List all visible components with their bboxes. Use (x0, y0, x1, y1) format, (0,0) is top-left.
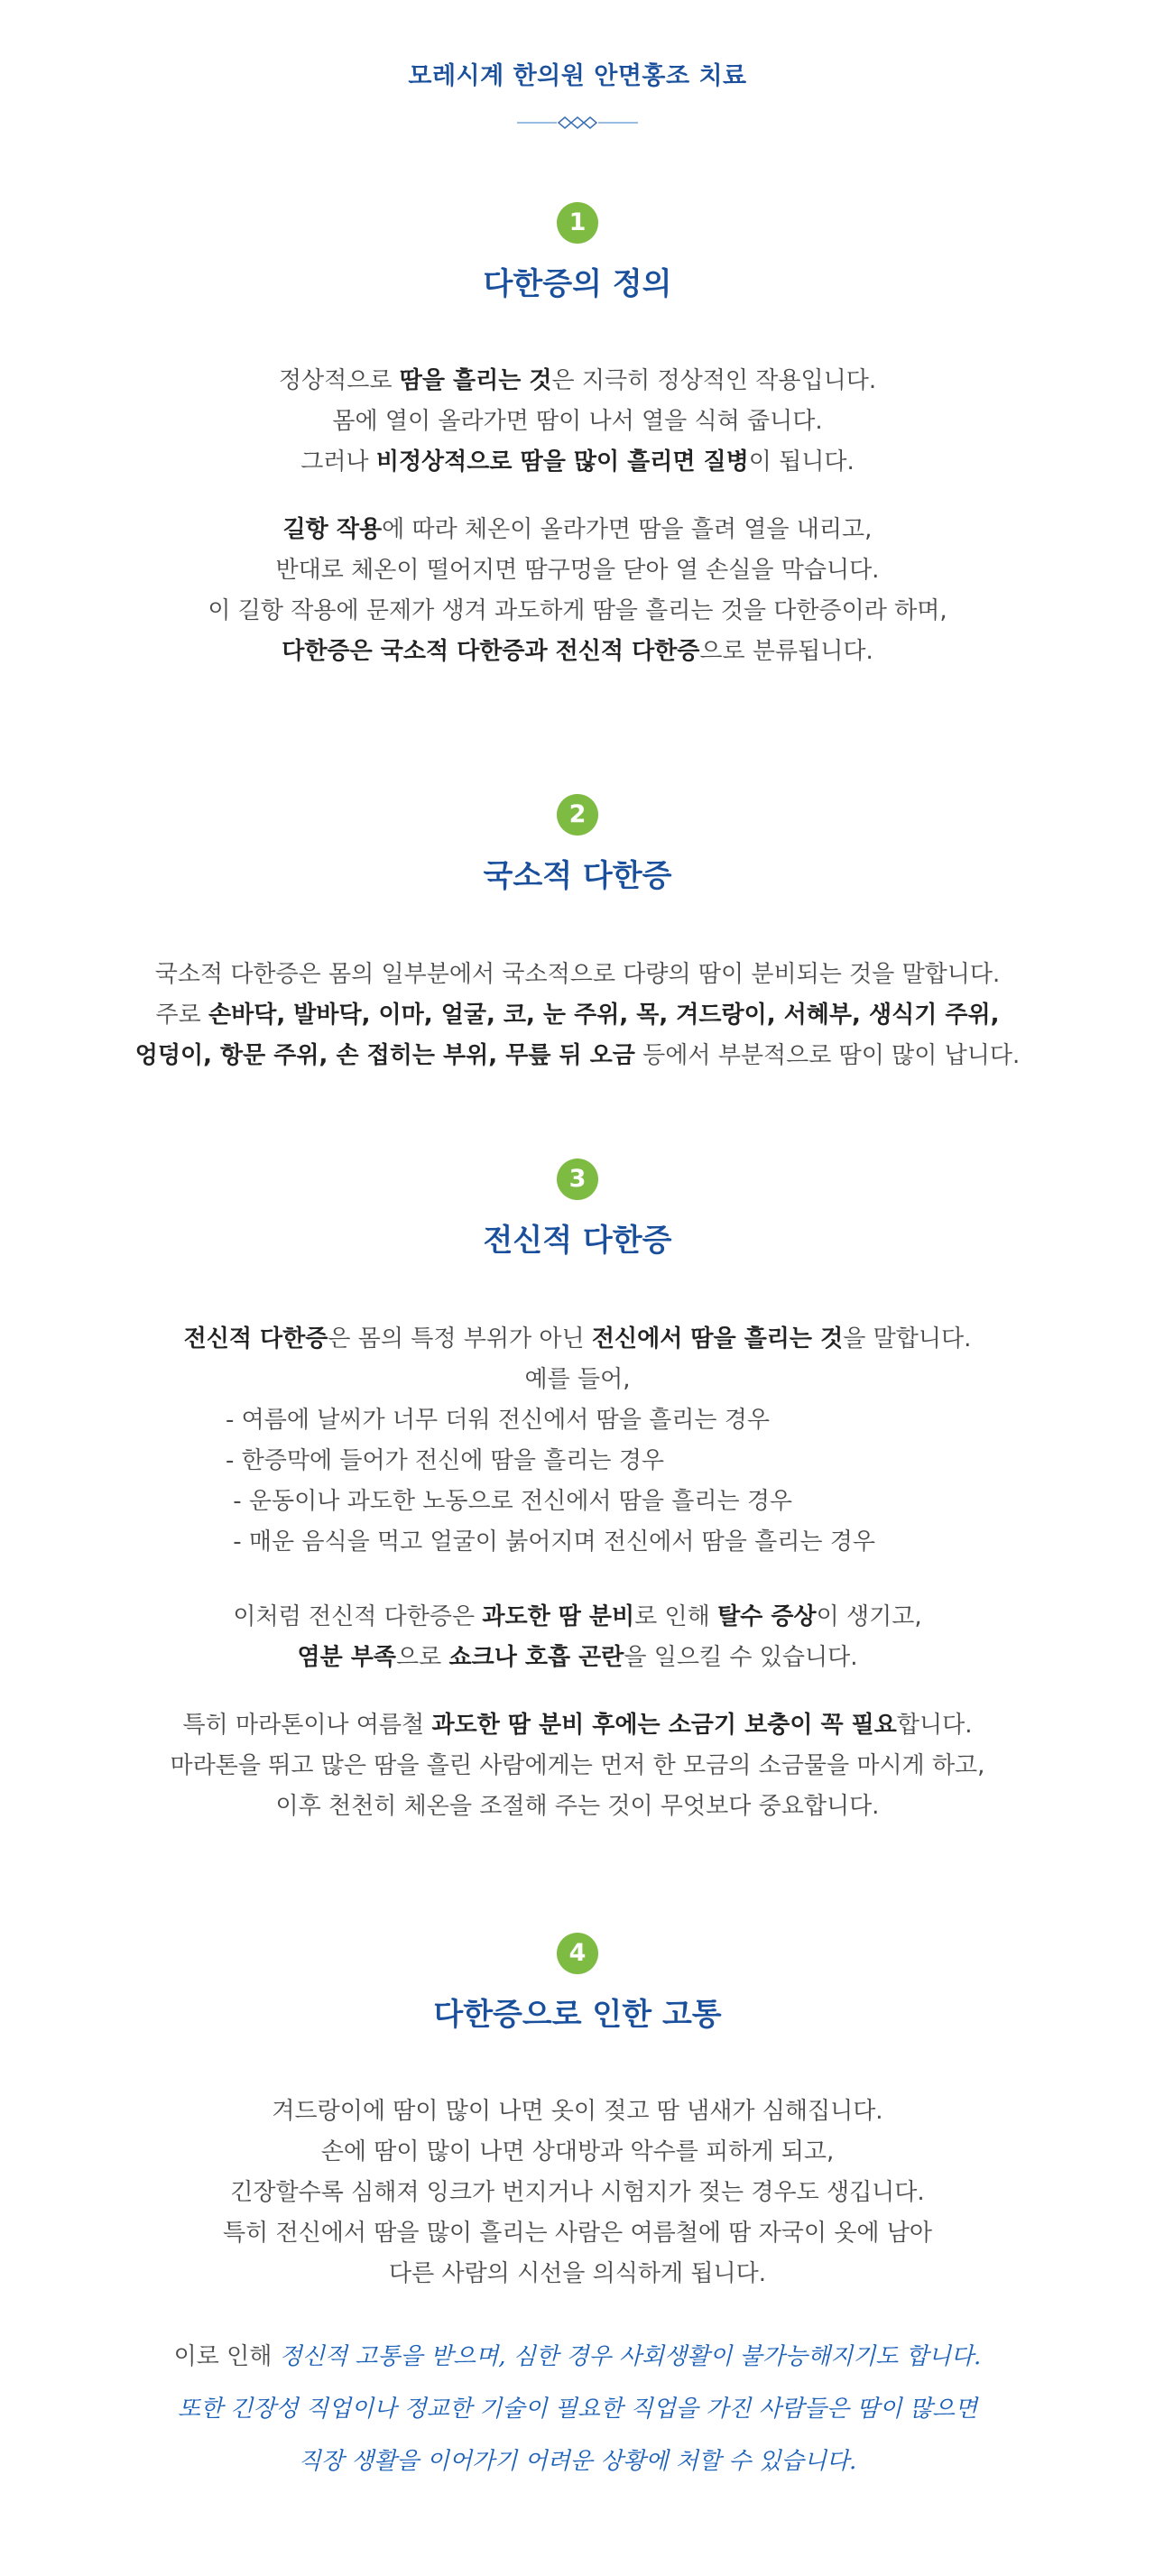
text-segment: 이처럼 전신적 다한증은 (233, 1603, 483, 1630)
text-line (0, 2132, 1155, 2173)
text-line (0, 1597, 1155, 1638)
text-line (0, 2213, 1155, 2254)
text-segment: 특히 전신에서 땀을 많이 흘리는 사람은 여름철에 땀 자국이 옷에 남아 (223, 2220, 932, 2247)
title-ornament-divider (517, 114, 638, 132)
text-segment: 으로 분류됩니다. (699, 638, 873, 665)
section-paragraph (0, 955, 1155, 1076)
emphasis-text: 또한 긴장성 직업이나 정교한 기술이 필요한 직업을 가진 사람들은 땀이 많으면 (177, 2396, 978, 2423)
section-definition (0, 202, 1155, 672)
text-line (0, 591, 1155, 632)
text-segment: 합니다. (896, 1712, 973, 1739)
text-line (0, 1746, 1155, 1787)
text-line (0, 510, 1155, 550)
bold-text: 탈수 증상 (717, 1603, 817, 1630)
section-number-badge: 3 (557, 1159, 598, 1200)
emphasis-text: 직장 생활을 이어가기 어려운 상황에 처할 수 있습니다. (298, 2448, 857, 2475)
example-list (208, 1400, 947, 1563)
text-segment: 마라톤을 뛰고 많은 땀을 흘린 사람에게는 먼저 한 모금의 소금물을 마시게 하고, (170, 1752, 985, 1779)
text-segment: 이 길항 작용에 문제가 생겨 과도하게 땀을 흘리는 것을 다한증이라 하며, (208, 597, 947, 624)
section-title: 다한증으로 인한 고통 (433, 1997, 722, 2033)
list-item: - 여름에 날씨가 너무 더워 전신에서 땀을 흘리는 경우 (226, 1407, 770, 1434)
section-general-hyperhidrosis (0, 1159, 1155, 1827)
text-line (0, 1638, 1155, 1678)
text-segment: 을 일으킬 수 있습니다. (624, 1644, 858, 1671)
section-number-badge: 2 (557, 794, 598, 836)
section-paragraph (0, 1319, 1155, 1400)
text-segment: 으로 (396, 1644, 449, 1671)
text-line (0, 2091, 1155, 2132)
bold-text: 비정상적으로 땀을 많이 흘리면 질병 (375, 448, 749, 475)
section-number-badge: 4 (557, 1933, 598, 1974)
text-segment: 긴장할수록 심해져 잉크가 번지거나 시험지가 젖는 경우도 생깁니다. (230, 2179, 925, 2206)
section-title: 다한증의 정의 (483, 266, 672, 302)
list-item: - 매운 음식을 먹고 얼굴이 붉어지며 전신에서 땀을 흘리는 경우 (226, 1528, 875, 1556)
bold-text: 다한증은 국소적 다한증과 전신적 다한증 (282, 638, 700, 665)
text-line (0, 1787, 1155, 1827)
text-segment: 예를 들어, (524, 1366, 631, 1393)
text-segment: 은 몸의 특정 부위가 아닌 (328, 1325, 592, 1353)
text-segment: 그러나 (300, 448, 376, 475)
section-number-badge: 1 (557, 202, 598, 244)
text-segment: 이후 천천히 체온을 조절해 주는 것이 무엇보다 중요합니다. (275, 1793, 880, 1820)
bold-text: 쇼크나 호흡 곤란 (448, 1644, 624, 1671)
list-item: - 운동이나 과도한 노동으로 전신에서 땀을 흘리는 경우 (226, 1488, 793, 1515)
text-segment: 특히 마라톤이나 여름철 (182, 1712, 432, 1739)
section-paragraph (0, 1597, 1155, 1678)
bold-text: 땀을 흘리는 것 (399, 367, 552, 394)
text-line (0, 361, 1155, 402)
text-segment: 국소적 다한증은 몸의 일부분에서 국소적으로 다량의 땀이 분비되는 것을 말합니다. (154, 961, 1001, 988)
text-segment: 정상적으로 (278, 367, 400, 394)
text-segment: 반대로 체온이 떨어지면 땀구멍을 닫아 열 손실을 막습니다. (275, 557, 880, 584)
text-segment: 을 말합니다. (843, 1325, 972, 1353)
bold-text: 길항 작용 (282, 516, 383, 543)
bold-text: 과도한 땀 분비 후에는 소금기 보충이 꼭 필요 (431, 1712, 897, 1739)
text-segment: 다른 사람의 시선을 의식하게 됩니다. (388, 2260, 767, 2287)
text-line (0, 2254, 1155, 2294)
bold-text: 과도한 땀 분비 (482, 1603, 635, 1630)
section-paragraph-emphasis (0, 2331, 1155, 2488)
text-segment: 이로 인해 (173, 2343, 280, 2370)
text-line (0, 995, 1155, 1036)
text-segment: 손에 땀이 많이 나면 상대방과 악수를 피하게 되고, (320, 2138, 835, 2165)
text-line (0, 955, 1155, 995)
section-title: 전신적 다한증 (483, 1223, 672, 1259)
section-suffering (0, 1933, 1155, 2488)
text-segment: 에 따라 체온이 올라가면 땀을 흘려 열을 내리고, (382, 516, 873, 543)
text-segment: 몸에 열이 올라가면 땀이 나서 열을 식혀 줍니다. (332, 408, 823, 435)
text-segment: 로 인해 (634, 1603, 718, 1630)
section-paragraph (0, 361, 1155, 483)
bold-text: 전신에서 땀을 흘리는 것 (591, 1325, 844, 1353)
text-line (0, 2383, 1155, 2435)
text-line (0, 442, 1155, 483)
text-segment: 등에서 부분적으로 땀이 많이 납니다. (634, 1042, 1021, 1069)
text-line (0, 632, 1155, 672)
text-segment: 겨드랑이에 땀이 많이 나면 옷이 젖고 땀 냄새가 심해집니다. (272, 2098, 883, 2125)
bold-text: 염분 부족 (297, 1644, 396, 1671)
text-segment: 은 지극히 정상적인 작용입니다. (551, 367, 877, 394)
text-segment: 이 생기고, (816, 1603, 922, 1630)
page-title: 모레시계 한의원 안면홍조 치료 (408, 62, 747, 90)
text-line (0, 2173, 1155, 2213)
text-line (0, 402, 1155, 442)
text-line (0, 2435, 1155, 2488)
text-segment: 이 됩니다. (748, 448, 855, 475)
section-paragraph (0, 510, 1155, 672)
emphasis-text: 정신적 고통을 받으며, 심한 경우 사회생활이 불가능해지기도 합니다. (279, 2343, 982, 2370)
bold-text: 엉덩이, 항문 주위, 손 접히는 부위, 무릎 뒤 오금 (134, 1042, 635, 1069)
text-segment: 주로 (155, 1002, 208, 1029)
bold-text: 전신적 다한증 (183, 1325, 328, 1353)
bold-text: 손바닥, 발바닥, 이마, 얼굴, 코, 눈 주위, 목, 겨드랑이, 서혜부, 생식기 주위, (208, 1002, 1000, 1029)
text-line (0, 2331, 1155, 2383)
section-title: 국소적 다한증 (483, 858, 672, 894)
text-line (0, 1319, 1155, 1360)
text-line (0, 1360, 1155, 1400)
section-paragraph (0, 1705, 1155, 1827)
text-line (0, 1036, 1155, 1076)
text-line (0, 550, 1155, 591)
section-local-hyperhidrosis (0, 794, 1155, 1076)
section-paragraph (0, 2091, 1155, 2294)
list-item: - 한증막에 들어가 전신에 땀을 흘리는 경우 (226, 1447, 664, 1474)
text-line (0, 1705, 1155, 1746)
